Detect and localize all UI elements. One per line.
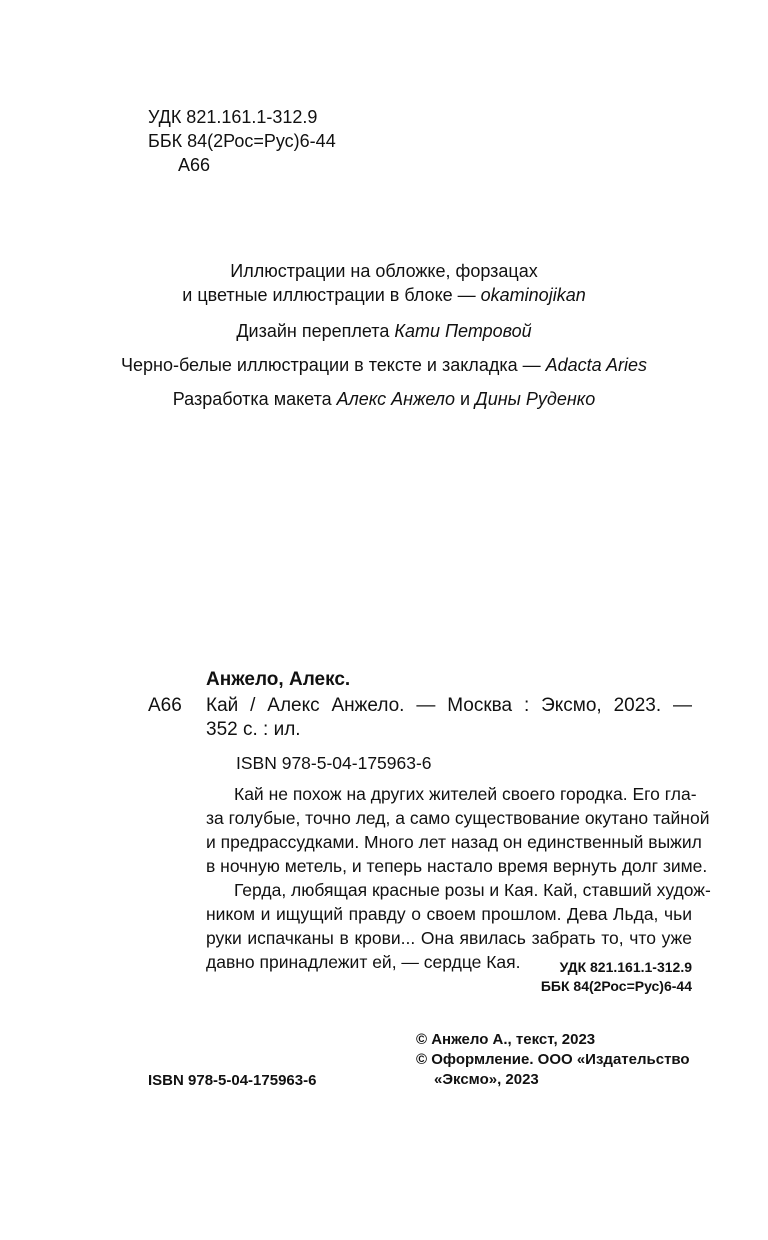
layout-credit [0,387,768,411]
layout-credit-and: и [454,389,476,409]
bbk-code: ББК 84(2Рос=Рус)6-44 [148,131,336,151]
annotation [206,782,711,974]
annotation-line: Герда, любящая красные розы и Кая. Кай, ставший худож- [234,880,711,900]
binding-credit [0,319,768,343]
layout-developer-1: Алекс Анжело [336,389,455,409]
cover-credit-line2 [0,283,768,307]
catalog-mark: А66 [148,695,182,716]
cover-artist: okaminojikan [480,285,586,305]
catalog-title-line1: Кай / Алекс Анжело. — Москва : Эксмо, 2023. — [206,695,692,716]
bw-illustration-credit [0,353,768,377]
copyright-line-3: «Эксмо», 2023 [434,1071,539,1088]
layout-developer-2: Дины Руденко [475,389,596,409]
binding-credit-prefix: Дизайн переплета [236,321,395,341]
copyright-line-1: © Анжело А., текст, 2023 [416,1031,596,1048]
annotation-line: ником и ищущий правду о своем прошлом. Дева Льда, чьи [206,904,692,924]
catalog-isbn: ISBN 978-5-04-175963-6 [236,753,432,773]
author-mark: А66 [178,155,211,175]
cover-credit-prefix: и цветные иллюстрации в блоке — [182,285,481,305]
layout-credit-prefix: Разработка макета [172,389,337,409]
classification-block [541,958,692,996]
catalog-title-line2: 352 с. : ил. [206,719,301,740]
classification-udk: УДК 821.161.1-312.9 [559,959,692,975]
annotation-line: Кай не похож на других жителей своего городка. Его гла- [234,784,697,804]
binding-designer: Кати Петровой [394,321,532,341]
annotation-line: руки испачканы в крови... Она явилась забрать то, что уже [206,928,692,948]
credits-block [0,259,768,307]
catalog-author-heading: Анжело, Алекс. [206,669,351,690]
copyright-block [416,1030,690,1090]
annotation-line: за голубые, точно лед, а само существование окутано тайной [206,808,710,828]
udk-code: УДК 821.161.1-312.9 [148,107,318,127]
classification-bbk: ББК 84(2Рос=Рус)6-44 [540,978,692,994]
annotation-line: давно принадлежит ей, — сердце Кая. [206,952,521,972]
annotation-line: в ночную метель, и теперь настало время вернуть долг зиме. [206,856,708,876]
copyright-line-2: © Оформление. ООО «Издательство [416,1051,690,1068]
cover-credit-line1: Иллюстрации на обложке, форзацах [230,261,538,281]
bw-credit-prefix: Черно-белые иллюстрации в тексте и закладка — [120,355,546,375]
annotation-line: и предрассудками. Много лет назад он единственный выжил [206,832,702,852]
annotation-paragraph-1 [206,782,710,878]
isbn-footer: ISBN 978-5-04-175963-6 [148,1072,317,1089]
bw-artist: Adacta Aries [545,355,648,375]
